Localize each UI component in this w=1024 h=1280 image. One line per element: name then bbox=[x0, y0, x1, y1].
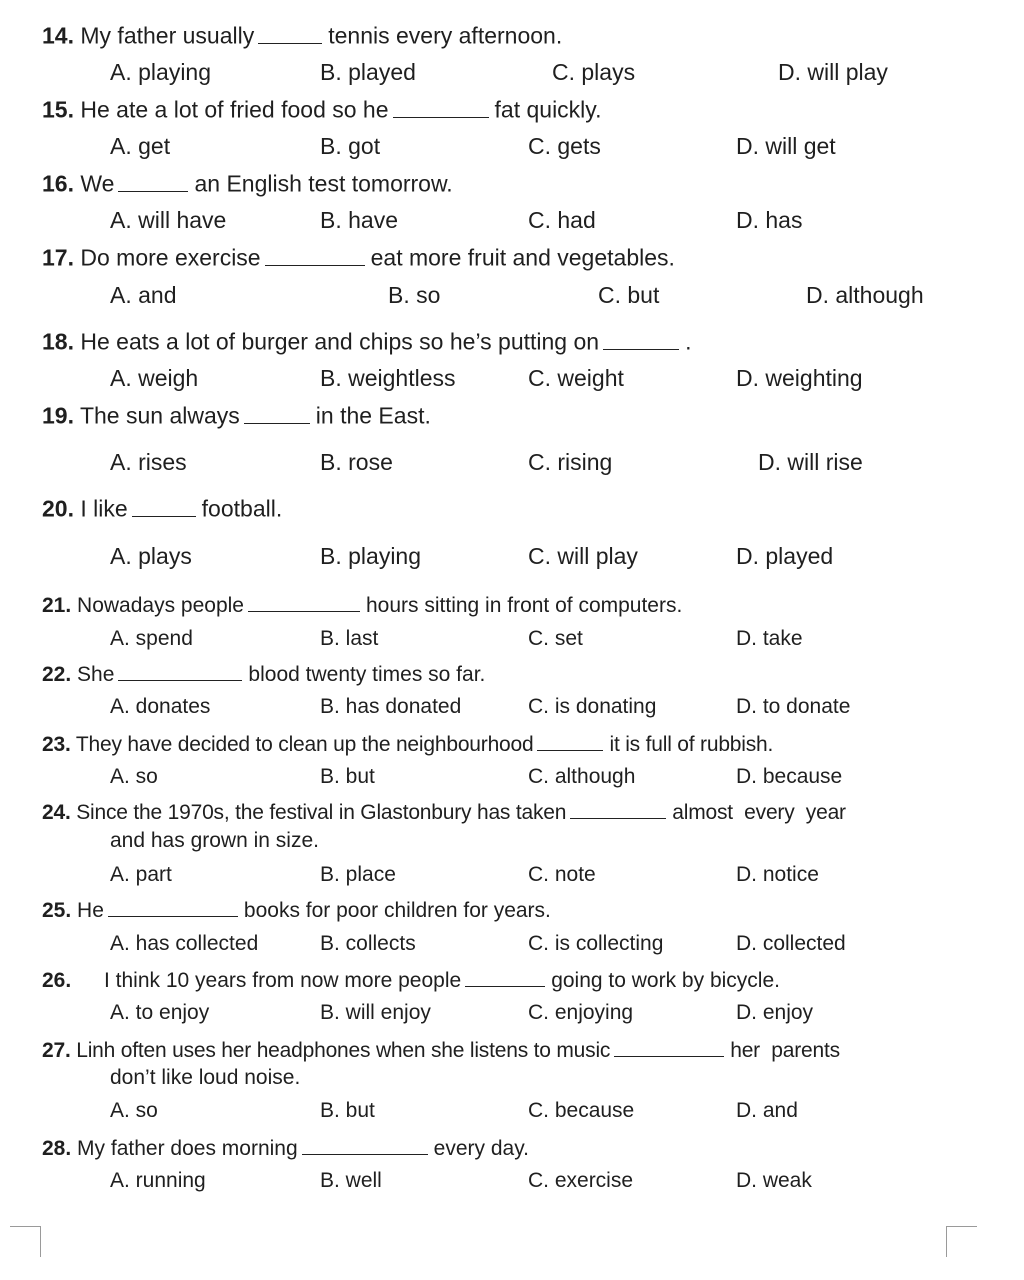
question-text: Since the 1970s, the festival in Glastonbury has taken bbox=[76, 800, 567, 824]
option-b[interactable]: B. but bbox=[320, 765, 375, 788]
option-d[interactable]: D. although bbox=[806, 282, 924, 308]
question-number: 23. bbox=[42, 732, 71, 756]
option-c[interactable]: C. is donating bbox=[528, 695, 657, 718]
question-text-end: eat more fruit and vegetables. bbox=[370, 244, 675, 271]
option-b[interactable]: B. last bbox=[320, 627, 379, 650]
option-b[interactable]: B. will enjoy bbox=[320, 1001, 431, 1024]
option-a[interactable]: A. donates bbox=[110, 695, 211, 718]
answer-blank[interactable] bbox=[614, 1037, 724, 1057]
option-d[interactable]: D. will play bbox=[778, 59, 888, 85]
option-a[interactable]: A. and bbox=[110, 282, 177, 308]
option-b[interactable]: B. got bbox=[320, 133, 381, 159]
option-d[interactable]: D. played bbox=[736, 543, 834, 569]
option-a[interactable]: A. running bbox=[110, 1169, 206, 1192]
answer-blank[interactable] bbox=[465, 967, 545, 987]
option-d[interactable]: D. enjoy bbox=[736, 1001, 814, 1024]
option-d[interactable]: D. to donate bbox=[736, 695, 851, 718]
option-d[interactable]: D. notice bbox=[736, 863, 819, 886]
question-text-end: almost every year bbox=[672, 800, 846, 824]
question-text-end: tennis every afternoon. bbox=[328, 22, 563, 49]
question-23 bbox=[42, 731, 773, 757]
question-text: She bbox=[77, 662, 115, 686]
question-text: He eats a lot of burger and chips so he’s putting on bbox=[80, 328, 600, 355]
question-15 bbox=[42, 96, 601, 124]
question-text-end: blood twenty times so far. bbox=[248, 662, 486, 686]
question-18 bbox=[42, 328, 691, 356]
option-c[interactable]: C. note bbox=[528, 863, 596, 886]
question-number: 20. bbox=[42, 495, 74, 522]
question-text: The sun always bbox=[79, 402, 240, 429]
question-text-end: fat quickly. bbox=[494, 96, 602, 123]
question-text-end: it is full of rubbish. bbox=[609, 732, 774, 756]
question-text-end: books for poor children for years. bbox=[243, 898, 551, 922]
option-c[interactable]: C. set bbox=[528, 627, 583, 650]
question-number: 18. bbox=[42, 328, 74, 355]
question-number: 24. bbox=[42, 800, 71, 824]
question-text: Do more exercise bbox=[80, 244, 261, 271]
option-d[interactable]: D. will rise bbox=[758, 449, 863, 475]
option-c[interactable]: C. exercise bbox=[528, 1169, 634, 1192]
option-b[interactable]: B. played bbox=[320, 59, 416, 85]
option-d[interactable]: D. and bbox=[736, 1099, 798, 1122]
answer-blank[interactable] bbox=[118, 170, 188, 192]
option-c[interactable]: C. although bbox=[528, 765, 636, 788]
question-22 bbox=[42, 661, 485, 687]
option-a[interactable]: A. spend bbox=[110, 627, 193, 650]
option-c[interactable]: C. had bbox=[528, 207, 596, 233]
answer-blank[interactable] bbox=[603, 328, 679, 350]
question-continuation: and has grown in size. bbox=[110, 829, 319, 852]
option-c[interactable]: C. gets bbox=[528, 133, 601, 159]
option-a[interactable]: A. weigh bbox=[110, 365, 199, 391]
option-c[interactable]: C. but bbox=[598, 282, 660, 308]
answer-blank[interactable] bbox=[258, 22, 322, 44]
answer-blank[interactable] bbox=[244, 402, 310, 424]
question-number: 26. bbox=[42, 968, 72, 992]
question-text: Linh often uses her headphones when she listens to music bbox=[76, 1038, 611, 1062]
question-text-end: her parents bbox=[730, 1038, 840, 1062]
question-25 bbox=[42, 897, 551, 923]
question-text: He ate a lot of fried food so he bbox=[80, 96, 389, 123]
question-text-end: going to work by bicycle. bbox=[551, 968, 780, 992]
option-b[interactable]: B. well bbox=[320, 1169, 382, 1192]
question-text-end: football. bbox=[201, 495, 283, 522]
question-21 bbox=[42, 592, 682, 618]
question-text: We bbox=[80, 170, 115, 197]
question-text-end: an English test tomorrow. bbox=[194, 170, 453, 197]
question-number: 22. bbox=[42, 662, 72, 686]
option-a[interactable]: A. plays bbox=[110, 543, 192, 569]
answer-blank[interactable] bbox=[118, 661, 242, 681]
option-a[interactable]: A. so bbox=[110, 1099, 158, 1122]
option-d[interactable]: D. weak bbox=[736, 1169, 812, 1192]
option-c[interactable]: C. will play bbox=[528, 543, 638, 569]
option-c[interactable]: C. rising bbox=[528, 449, 613, 475]
question-number: 17. bbox=[42, 244, 74, 271]
answer-blank[interactable] bbox=[248, 592, 360, 612]
option-c[interactable]: C. plays bbox=[552, 59, 636, 85]
answer-blank[interactable] bbox=[570, 799, 666, 819]
question-number: 21. bbox=[42, 593, 72, 617]
question-24 bbox=[42, 799, 846, 825]
answer-blank[interactable] bbox=[393, 96, 489, 118]
option-a[interactable]: A. so bbox=[110, 765, 158, 788]
question-text: He bbox=[77, 898, 104, 922]
question-text: My father usually bbox=[80, 22, 255, 49]
option-a[interactable]: A. playing bbox=[110, 59, 212, 85]
option-a[interactable]: A. will have bbox=[110, 207, 227, 233]
option-a[interactable]: A. get bbox=[110, 133, 171, 159]
question-number: 28. bbox=[42, 1136, 72, 1160]
page-corner-mark-right bbox=[946, 1226, 977, 1257]
answer-blank[interactable] bbox=[265, 244, 365, 266]
option-a[interactable]: A. to enjoy bbox=[110, 1001, 210, 1024]
question-number: 14. bbox=[42, 22, 74, 49]
option-c[interactable]: C. enjoying bbox=[528, 1001, 634, 1024]
option-b[interactable]: B. collects bbox=[320, 932, 416, 955]
option-c[interactable]: C. weight bbox=[528, 365, 624, 391]
question-continuation: don’t like loud noise. bbox=[110, 1066, 301, 1089]
page-corner-mark-left bbox=[10, 1226, 41, 1257]
question-text: They have decided to clean up the neighbourhood bbox=[75, 732, 534, 756]
question-text-end: every day. bbox=[433, 1136, 529, 1160]
option-a[interactable]: A. part bbox=[110, 863, 172, 886]
option-d[interactable]: D. has bbox=[736, 207, 803, 233]
option-b[interactable]: B. has donated bbox=[320, 695, 462, 718]
option-c[interactable]: C. because bbox=[528, 1099, 635, 1122]
option-b[interactable]: B. rose bbox=[320, 449, 393, 475]
option-a[interactable]: A. rises bbox=[110, 449, 187, 475]
answer-blank[interactable] bbox=[537, 731, 603, 751]
question-text-end: hours sitting in front of computers. bbox=[366, 593, 683, 617]
option-d[interactable]: D. collected bbox=[736, 932, 846, 955]
question-text: My father does morning bbox=[77, 1136, 298, 1160]
option-d[interactable]: D. weighting bbox=[736, 365, 863, 391]
question-14 bbox=[42, 22, 562, 50]
question-number: 25. bbox=[42, 898, 72, 922]
option-b[interactable]: B. but bbox=[320, 1099, 375, 1122]
question-text: I think 10 years from now more people bbox=[104, 968, 462, 992]
option-b[interactable]: B. have bbox=[320, 207, 398, 233]
question-number: 15. bbox=[42, 96, 74, 123]
question-text-end: in the East. bbox=[315, 402, 431, 429]
question-28 bbox=[42, 1135, 529, 1161]
answer-blank[interactable] bbox=[302, 1135, 428, 1155]
question-text-end: . bbox=[685, 328, 692, 355]
option-a[interactable]: A. has collected bbox=[110, 932, 259, 955]
question-16 bbox=[42, 170, 453, 198]
question-27 bbox=[42, 1037, 840, 1063]
answer-blank[interactable] bbox=[108, 897, 238, 917]
question-17 bbox=[42, 244, 675, 272]
question-number: 16. bbox=[42, 170, 74, 197]
option-b[interactable]: B. weightless bbox=[320, 365, 456, 391]
question-26 bbox=[42, 967, 780, 993]
option-c[interactable]: C. is collecting bbox=[528, 932, 664, 955]
question-number: 19. bbox=[42, 402, 74, 429]
option-d[interactable]: D. take bbox=[736, 627, 803, 650]
question-text: Nowadays people bbox=[77, 593, 244, 617]
option-b[interactable]: B. so bbox=[388, 282, 441, 308]
question-19 bbox=[42, 402, 431, 430]
option-d[interactable]: D. will get bbox=[736, 133, 836, 159]
question-number: 27. bbox=[42, 1038, 71, 1062]
option-d[interactable]: D. because bbox=[736, 765, 843, 788]
option-b[interactable]: B. playing bbox=[320, 543, 422, 569]
option-b[interactable]: B. place bbox=[320, 863, 396, 886]
answer-blank[interactable] bbox=[132, 495, 196, 517]
question-text: I like bbox=[80, 495, 128, 522]
question-20 bbox=[42, 495, 282, 523]
